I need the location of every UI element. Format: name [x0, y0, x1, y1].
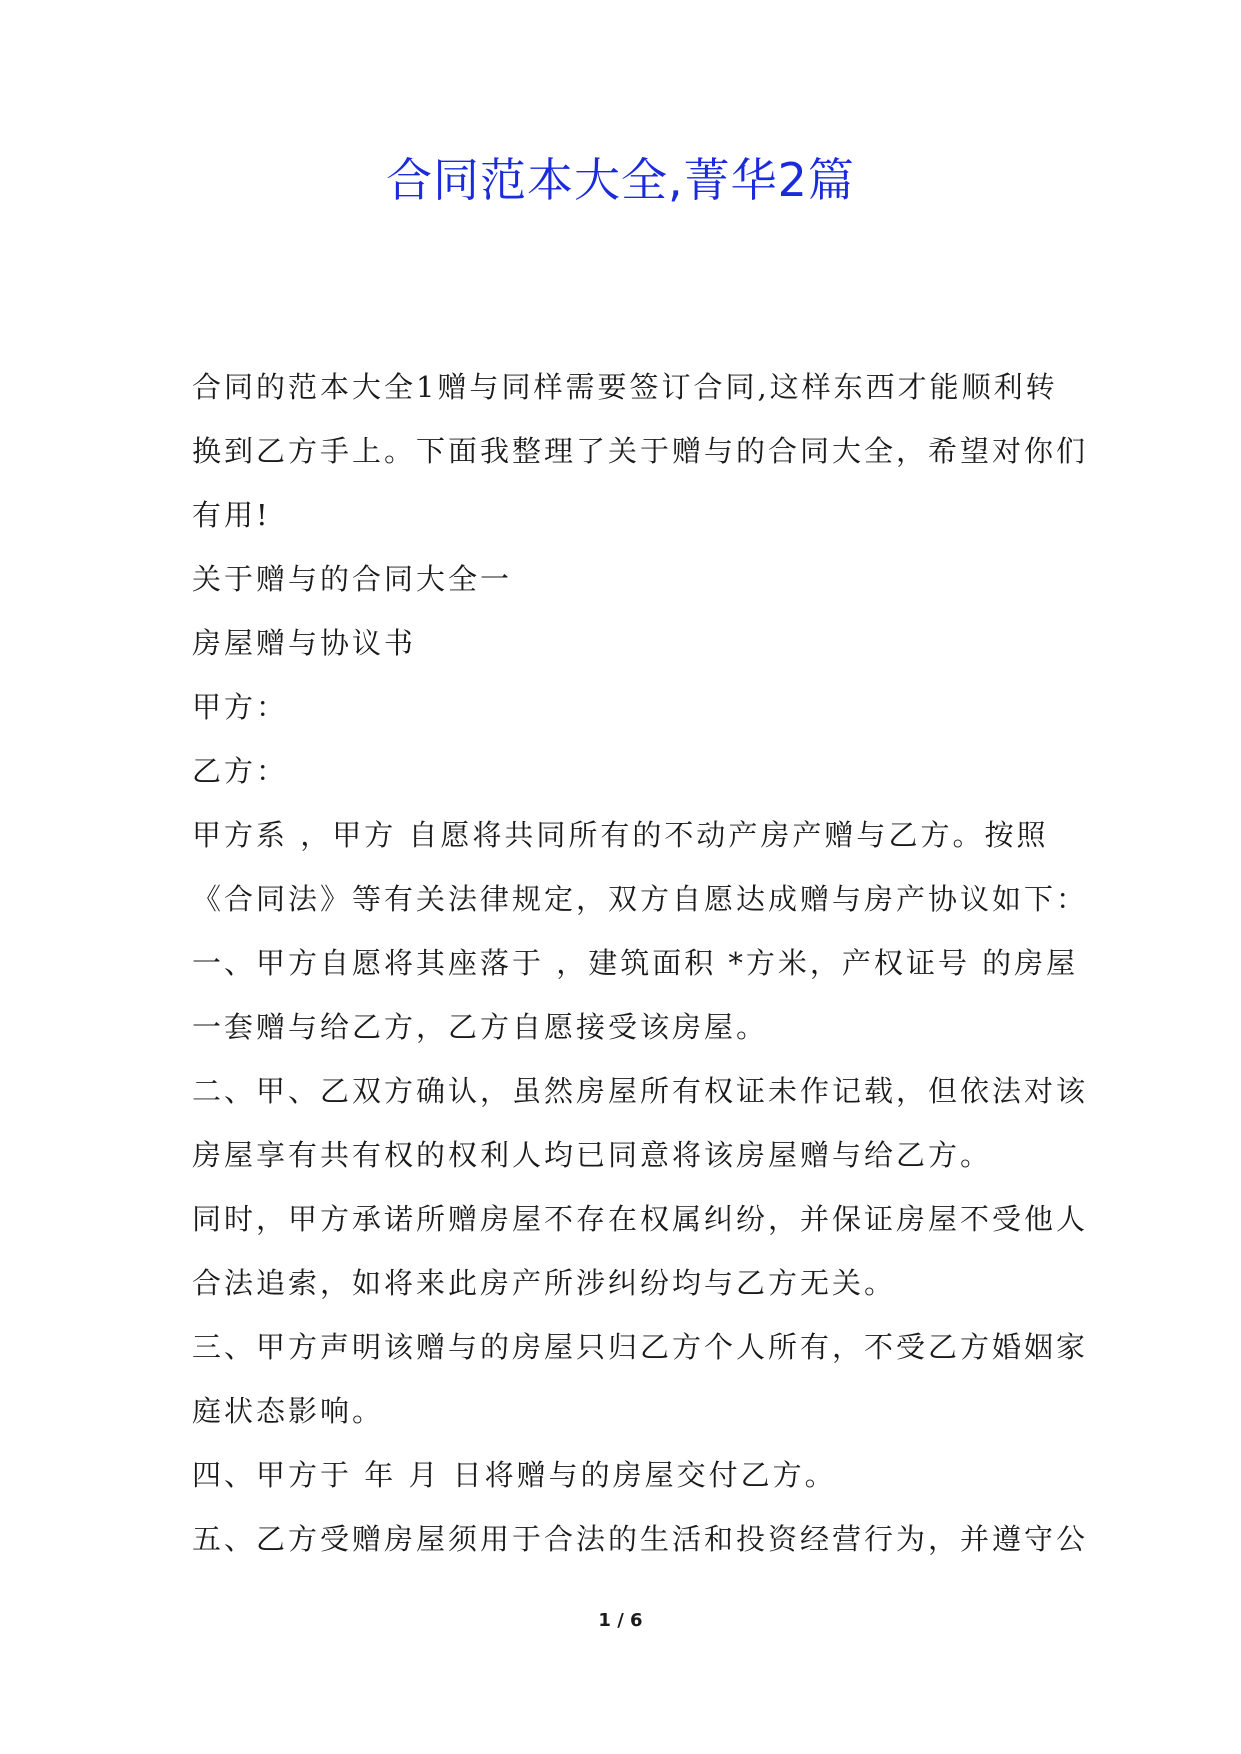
- document-title: 合同范本大全,菁华2篇: [386, 153, 855, 207]
- agreement-title: 房屋赠与协议书: [192, 626, 417, 660]
- document-body: [192, 355, 1089, 1571]
- party-b-label: 乙方：: [192, 754, 289, 788]
- clause-5-line: 五、乙方受赠房屋须用于合法的生活和投资经营行为，并遵守公: [192, 1522, 1089, 1556]
- clause-1-line: 一套赠与给乙方，乙方自愿接受该房屋。: [192, 1010, 769, 1044]
- body-line: 合同的范本大全1赠与同样需要签订合同,这样东西才能顺利转: [192, 370, 1058, 404]
- body-line: 换到乙方手上。下面我整理了关于赠与的合同大全，希望对你们: [192, 434, 1089, 468]
- body-line: 合法追索，如将来此房产所涉纠纷均与乙方无关。: [192, 1266, 897, 1300]
- body-line: 有用!: [192, 498, 271, 532]
- body-line: 甲方系 ，甲方 自愿将共同所有的不动产房产赠与乙方。按照: [192, 818, 1049, 852]
- party-a-label: 甲方：: [192, 690, 289, 724]
- clause-2-line: 房屋享有共有权的权利人均已同意将该房屋赠与给乙方。: [192, 1138, 993, 1172]
- clause-3-line: 庭状态影响。: [192, 1394, 385, 1428]
- clause-3-line: 三、甲方声明该赠与的房屋只归乙方个人所有，不受乙方婚姻家: [192, 1330, 1089, 1364]
- clause-2-line: 二、甲、乙双方确认，虽然房屋所有权证未作记载，但依法对该: [192, 1074, 1089, 1108]
- clause-4-line: 四、甲方于 年 月 日将赠与的房屋交付乙方。: [192, 1458, 837, 1492]
- body-line: 同时，甲方承诺所赠房屋不存在权属纠纷，并保证房屋不受他人: [192, 1202, 1089, 1236]
- clause-1-line: 一、甲方自愿将其座落于 ，建筑面积 *方米，产权证号 的房屋: [192, 946, 1079, 980]
- body-line: 《合同法》等有关法律规定，双方自愿达成赠与房产协议如下：: [192, 882, 1089, 916]
- section-heading: 关于赠与的合同大全一: [192, 562, 513, 596]
- page-number: 1 / 6: [598, 1610, 643, 1631]
